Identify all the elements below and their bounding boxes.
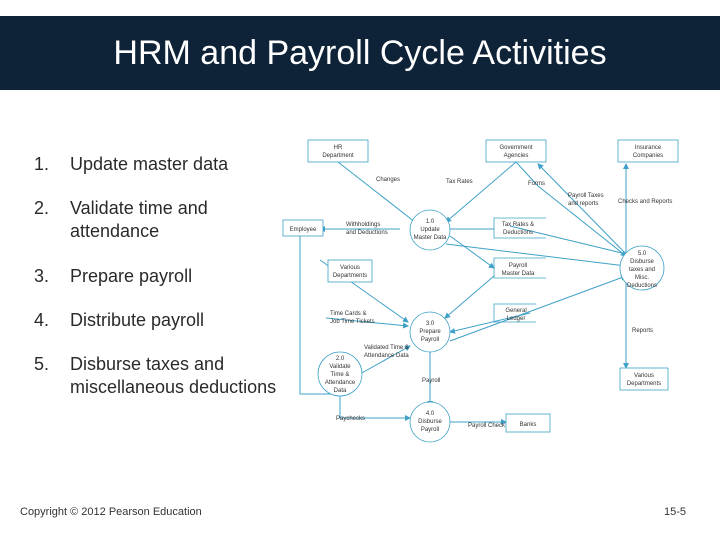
- flow-label: Reports: [632, 328, 654, 334]
- footer-copyright: Copyright © 2012 Pearson Education: [20, 506, 202, 518]
- list-item-number: 1.: [34, 154, 50, 174]
- entity-label: HR: [333, 145, 343, 151]
- entity-label: Department: [322, 153, 354, 159]
- process-label: Attendance: [324, 380, 356, 386]
- entity-label: Government: [499, 145, 533, 151]
- payroll-dfd-diagram: [280, 136, 686, 450]
- flow-label: Changes: [376, 177, 401, 183]
- flow-label: Payroll: [422, 378, 441, 384]
- flow-label: Payroll Taxes: [568, 193, 604, 199]
- process-label: Disburse: [418, 419, 442, 425]
- process-label: Update: [420, 227, 440, 233]
- entity-label: Companies: [632, 153, 664, 159]
- entity-label: Various: [340, 265, 360, 271]
- slide-title: HRM and Payroll Cycle Activities: [113, 34, 607, 72]
- list-item-text: Prepare payroll: [70, 266, 193, 286]
- flow-label: Job Time Tickets: [330, 319, 375, 325]
- list-item-text: Validate time and attendance: [70, 198, 208, 241]
- entity-label: Departments: [332, 273, 368, 279]
- list-item-number: 2.: [34, 198, 50, 218]
- slide-header: [0, 0, 720, 92]
- entity-label: Various: [634, 373, 654, 379]
- process-label: Misc.: [635, 275, 649, 281]
- flow-label: Time Cards &: [330, 311, 367, 317]
- process-label: 3.0: [425, 321, 435, 327]
- store-label: Deductions: [502, 230, 534, 236]
- store-label: Master Data: [501, 271, 535, 277]
- entity-label: Agencies: [503, 153, 529, 159]
- entity-label: Departments: [626, 381, 662, 387]
- flow-label: and reports: [568, 201, 599, 207]
- store-label: Tax Rates &: [501, 222, 535, 228]
- list-item-text: Update master data: [70, 154, 229, 174]
- process-label: 2.0: [335, 356, 345, 362]
- flow-label: Attendance Data: [364, 353, 409, 359]
- entity-label: Employee: [289, 227, 317, 233]
- process-label: 5.0: [637, 251, 647, 257]
- entity-label: Insurance: [634, 145, 662, 151]
- flow-label: and Deductions: [346, 230, 388, 236]
- process-label: Deductions: [626, 283, 658, 289]
- footer-page-number: 15-5: [663, 506, 686, 518]
- store-label: Payroll: [508, 263, 528, 269]
- entity-label: Banks: [519, 422, 537, 428]
- flow-label: Forms: [528, 181, 545, 187]
- store-label: Ledger: [506, 316, 526, 322]
- flow-label: Paychecks: [336, 416, 366, 422]
- flow-label: Tax Rates: [446, 179, 473, 185]
- list-item-text: Distribute payroll: [70, 310, 205, 330]
- process-label: Validate: [329, 364, 351, 370]
- process-label: 1.0: [425, 219, 435, 225]
- flow-label: Withholdings: [346, 222, 381, 228]
- process-label: Disburse: [630, 259, 654, 265]
- process-label: Prepare: [419, 329, 441, 335]
- process-label: 4.0: [425, 411, 435, 417]
- flow-label: Payroll Check: [468, 423, 506, 429]
- flow-label: Validated Time &: [364, 345, 409, 351]
- process-label: Payroll: [420, 337, 440, 343]
- process-label: Master Data: [413, 235, 447, 241]
- list-item-text: Disburse taxes and miscellaneous deductions: [70, 354, 277, 397]
- dfd-svg: [280, 136, 686, 450]
- process-label: Payroll: [420, 427, 440, 433]
- list-item-number: 3.: [34, 266, 50, 286]
- list-item-number: 5.: [34, 354, 50, 374]
- process-label: Data: [333, 388, 347, 394]
- list-item-number: 4.: [34, 310, 50, 330]
- process-label: taxes and: [628, 267, 656, 273]
- process-label: Time &: [330, 372, 350, 378]
- store-label: General: [505, 308, 527, 314]
- flow-label: Checks and Reports: [618, 199, 673, 205]
